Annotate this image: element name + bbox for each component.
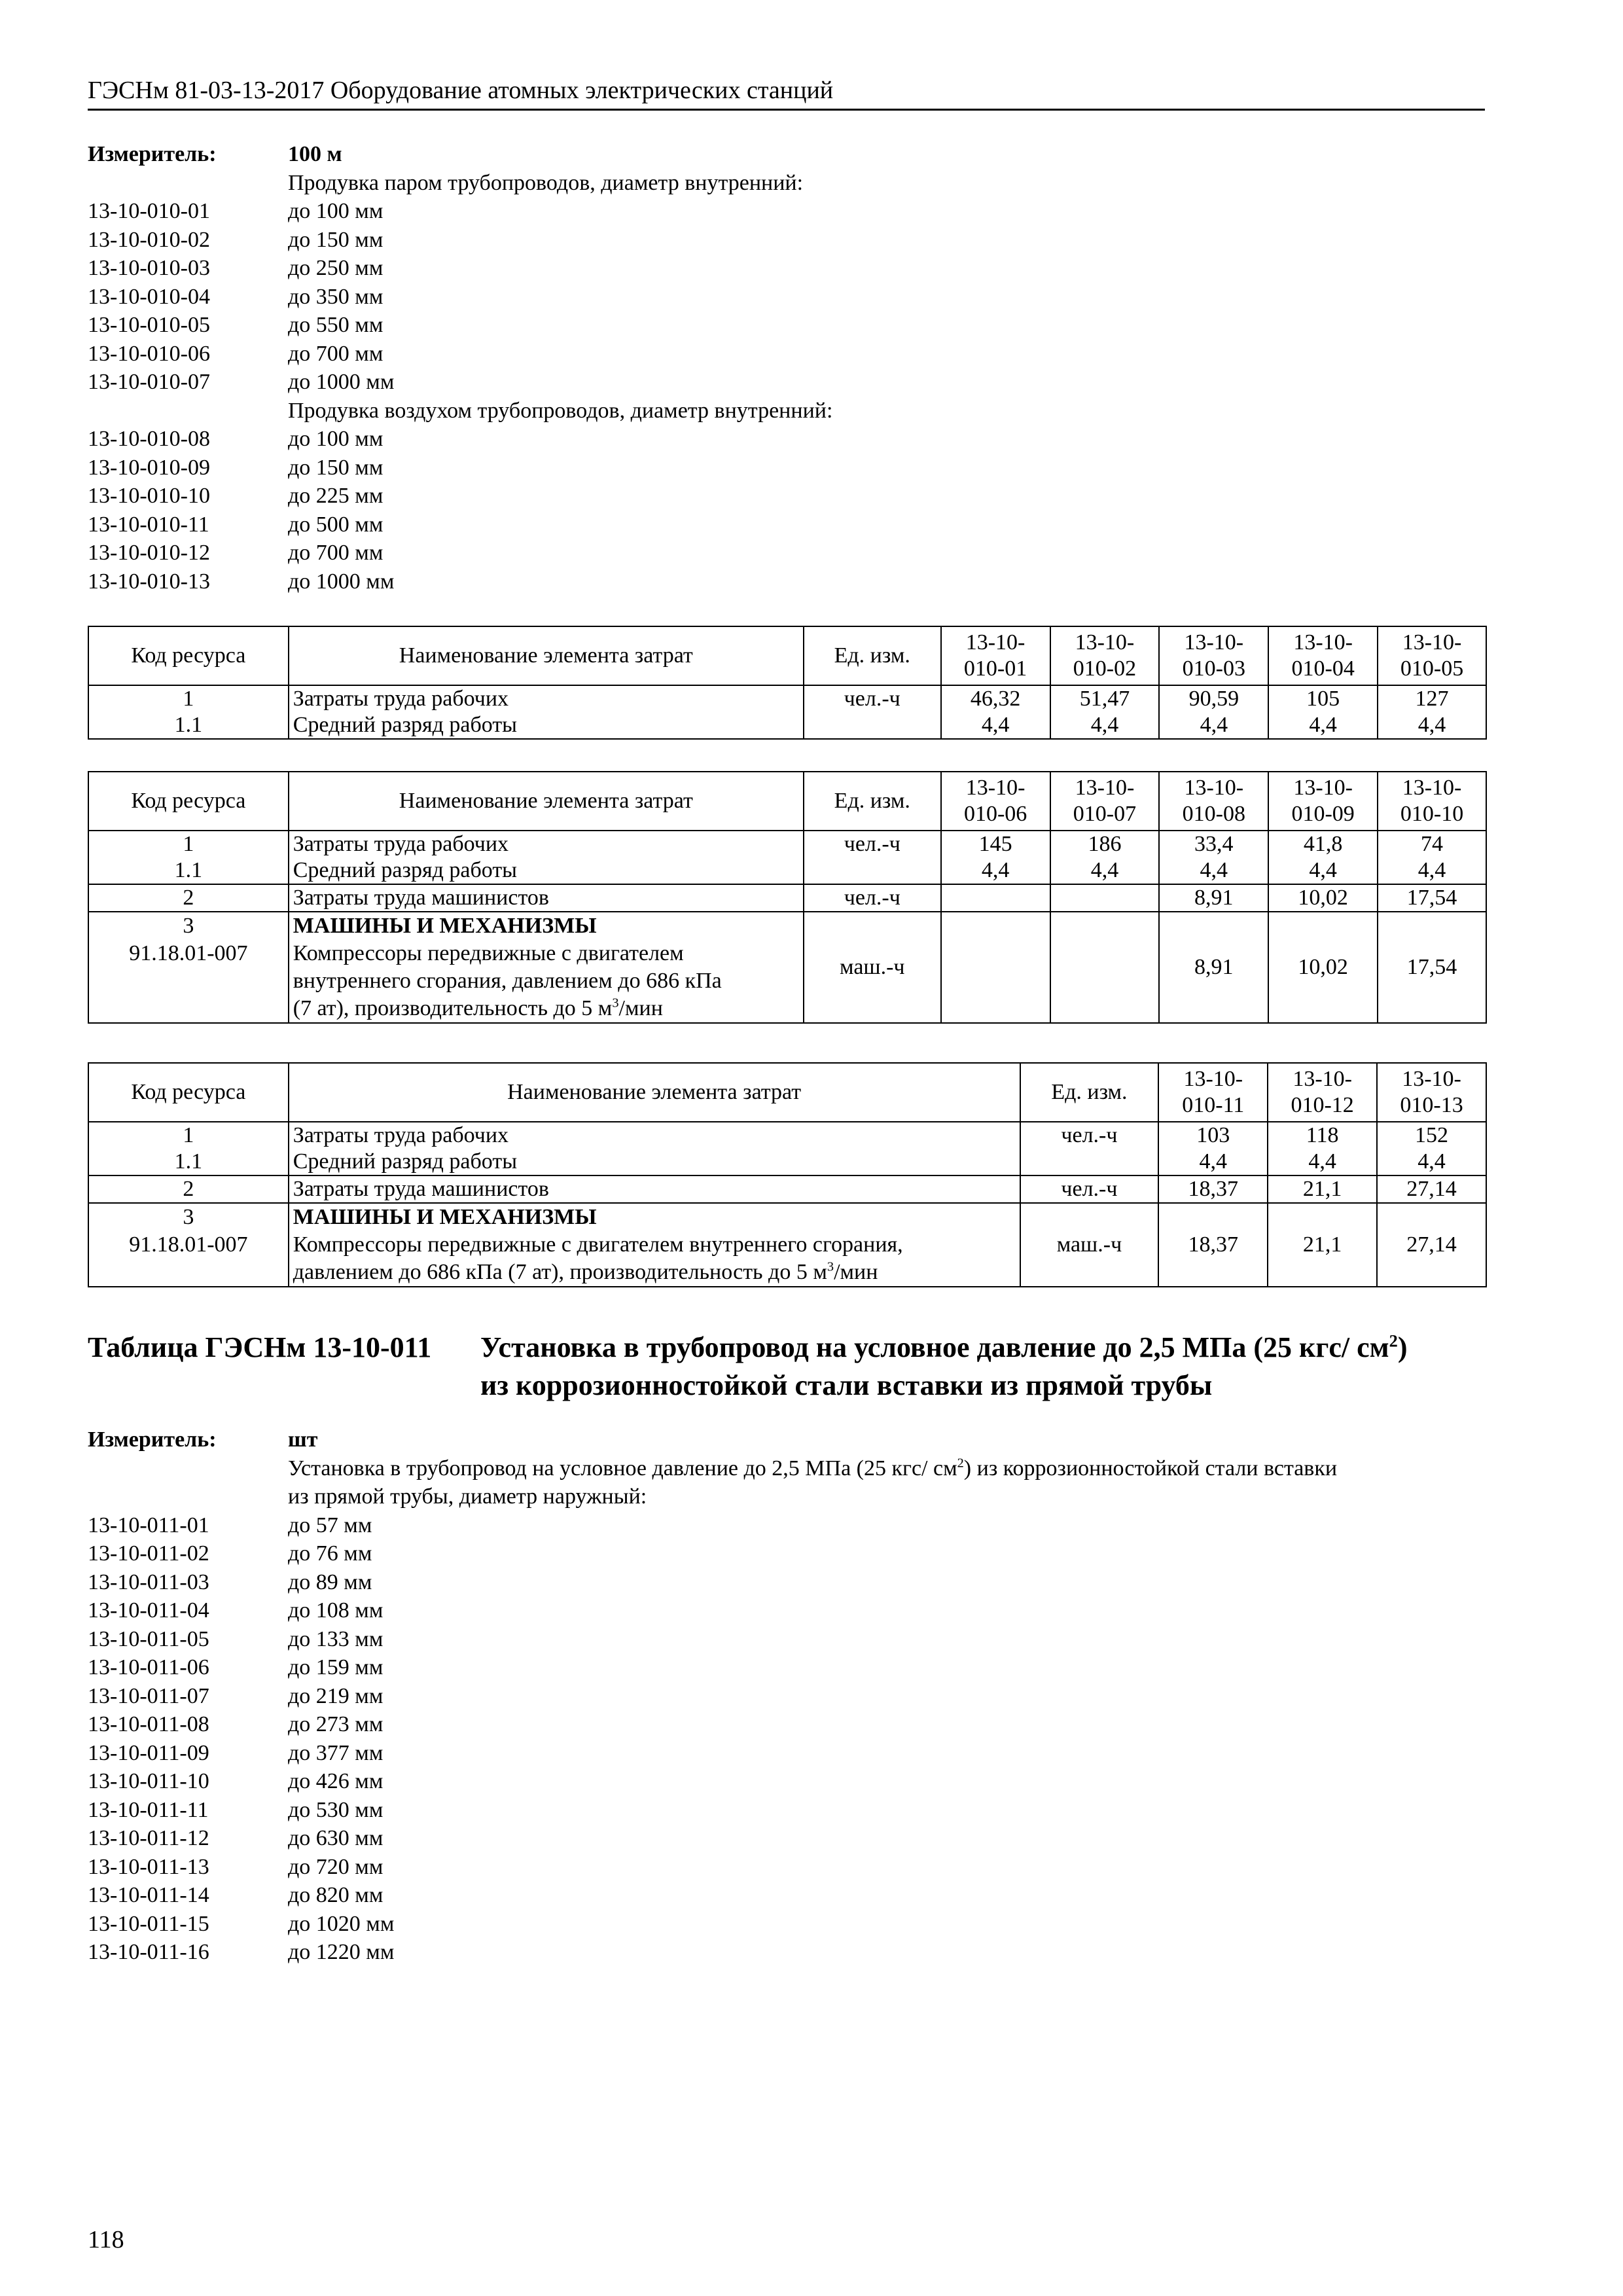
cell-code: 1 (88, 1122, 289, 1149)
cell-code: 2 (88, 884, 289, 912)
list-item (88, 1739, 1337, 1768)
list-item (88, 539, 832, 567)
page-header: ГЭСНм 81-03-13-2017 Оборудование атомных электрических станций (88, 76, 1485, 111)
list-item (88, 1568, 1337, 1597)
cell-unit (804, 712, 941, 739)
cell-value: 4,4 (1159, 712, 1268, 739)
item-code: 13-10-010-03 (88, 256, 210, 280)
col-code: 010-12 (1291, 1093, 1354, 1117)
description-text: ) из коррозионностойкой стали вставки (963, 1456, 1338, 1480)
item-text: до 700 мм (288, 341, 383, 366)
cell-value: 127 (1378, 685, 1486, 712)
cell-value: 4,4 (1050, 857, 1160, 884)
table-row (88, 831, 1486, 857)
col-code: 010-09 (1291, 802, 1355, 826)
cell-value: 4,4 (1378, 712, 1486, 739)
item-text: до 1220 мм (288, 1940, 395, 1964)
item-text: до 150 мм (288, 227, 383, 252)
cell-value: 10,02 (1268, 912, 1378, 1023)
header-name: Наименование элемента затрат (289, 626, 804, 685)
item-code: 13-10-011-10 (88, 1769, 209, 1793)
col-code: 010-07 (1073, 802, 1137, 826)
measure-value: шт (288, 1427, 318, 1452)
table-row (88, 685, 1486, 712)
measure-label: Измеритель: (88, 142, 217, 166)
col-code: 010-02 (1073, 656, 1137, 681)
cell-value: 18,37 (1158, 1203, 1268, 1287)
group-title: Продувка воздухом трубопроводов, диаметр внутренний: (288, 398, 833, 423)
list-item (88, 368, 832, 397)
cell-code: 3 (183, 914, 194, 938)
table-row (88, 857, 1486, 884)
header-code: Код ресурса (88, 772, 289, 831)
cell-unit: чел.-ч (1020, 1122, 1159, 1149)
item-text: до 273 мм (288, 1712, 383, 1736)
list-item (88, 311, 832, 340)
item-text: до 720 мм (288, 1854, 383, 1879)
list-item (88, 1625, 1337, 1654)
cell-value: 18,37 (1158, 1175, 1268, 1203)
item-code: 13-10-011-09 (88, 1740, 209, 1765)
item-text: до 57 мм (288, 1513, 372, 1537)
cell-name: Средний разряд работы (289, 1149, 1020, 1175)
cell-unit: чел.-ч (804, 685, 941, 712)
cell-code: 1 (88, 685, 289, 712)
header-code: Код ресурса (88, 1063, 289, 1122)
item-text: до 100 мм (288, 199, 383, 223)
item-text: до 225 мм (288, 484, 383, 508)
list-item (88, 254, 832, 283)
col-code: 13-10- (1075, 630, 1135, 655)
item-code: 13-10-011-05 (88, 1626, 209, 1651)
cell-unit (804, 857, 941, 884)
cell-value: 8,91 (1159, 884, 1268, 912)
cell-code: 1.1 (88, 1149, 289, 1175)
cell-code: 1.1 (88, 857, 289, 884)
cell-value: 4,4 (941, 857, 1050, 884)
cell-name: внутреннего сгорания, давлением до 686 кПа (293, 969, 722, 993)
description (288, 1454, 1337, 1483)
cell-value: 51,47 (1050, 685, 1160, 712)
list-item (88, 454, 832, 482)
item-code: 13-10-011-12 (88, 1826, 209, 1850)
cell-value: 8,91 (1159, 912, 1268, 1023)
cell-value (941, 912, 1050, 1023)
cell-value: 4,4 (1050, 712, 1160, 739)
cell-value: 90,59 (1159, 685, 1268, 712)
item-code: 13-10-011-13 (88, 1854, 209, 1879)
cell-unit: маш.-ч (804, 912, 941, 1023)
col-code: 13-10- (965, 776, 1026, 800)
cell-value: 4,4 (1377, 1149, 1486, 1175)
list-item (88, 1938, 1337, 1967)
cell-unit: чел.-ч (1020, 1175, 1159, 1203)
superscript: 2 (957, 1456, 964, 1471)
item-code: 13-10-010-11 (88, 512, 209, 537)
item-code: 13-10-010-10 (88, 484, 210, 508)
list-item (88, 1596, 1337, 1625)
item-text: до 1020 мм (288, 1911, 395, 1936)
item-code: 13-10-010-12 (88, 541, 210, 565)
cell-value: 33,4 (1159, 831, 1268, 857)
group-title: Продувка паром трубопроводов, диаметр внутренний: (288, 170, 804, 195)
item-code: 13-10-011-14 (88, 1883, 209, 1907)
col-code: 13-10- (1402, 1067, 1461, 1091)
cell-value: 4,4 (1268, 857, 1378, 884)
item-code: 13-10-011-03 (88, 1570, 209, 1594)
cell-code: 91.18.01-007 (129, 1232, 248, 1257)
section2-list (88, 1426, 1337, 1967)
item-text: до 550 мм (288, 313, 383, 337)
item-code: 13-10-011-02 (88, 1541, 209, 1566)
cell-value: 152 (1377, 1122, 1486, 1149)
cell-value: 4,4 (1378, 857, 1486, 884)
cell-value: 74 (1378, 831, 1486, 857)
cell-value: 4,4 (1158, 1149, 1268, 1175)
cell-value: 21,1 (1268, 1203, 1377, 1287)
col-code: 13-10- (1293, 630, 1353, 655)
item-code: 13-10-011-06 (88, 1655, 209, 1679)
superscript: 3 (827, 1259, 834, 1274)
cell-name: Средний разряд работы (289, 857, 804, 884)
item-code: 13-10-010-09 (88, 455, 210, 480)
item-code: 13-10-010-06 (88, 341, 210, 366)
list-item (88, 226, 832, 255)
col-code: 010-06 (963, 802, 1027, 826)
list-item (88, 1910, 1337, 1939)
list-item (88, 567, 832, 596)
list-item (88, 1767, 1337, 1796)
col-code: 010-08 (1182, 802, 1245, 826)
cell-name: Затраты труда машинистов (289, 884, 804, 912)
item-text: до 530 мм (288, 1797, 383, 1822)
item-code: 13-10-010-04 (88, 284, 210, 309)
item-text: до 500 мм (288, 512, 383, 537)
col-code: 13-10- (1293, 776, 1353, 800)
cell-value: 4,4 (1268, 1149, 1377, 1175)
header-unit: Ед. изм. (1020, 1063, 1159, 1122)
col-code: 13-10- (1402, 630, 1462, 655)
cell-value: 105 (1268, 685, 1378, 712)
table-row (88, 1175, 1486, 1203)
superscript: 3 (612, 996, 619, 1011)
table-title (88, 1329, 1408, 1367)
cell-code: 2 (88, 1175, 289, 1203)
table-title-line2: из коррозионностойкой стали вставки из прямой трубы (480, 1369, 1213, 1401)
cell-name: (7 ат), производительность до 5 м (293, 996, 613, 1020)
item-text: до 100 мм (288, 427, 383, 451)
cell-value (1050, 884, 1160, 912)
item-code: 13-10-011-04 (88, 1598, 209, 1623)
item-code: 13-10-010-05 (88, 313, 210, 337)
cell-name: Затраты труда рабочих (289, 831, 804, 857)
cell-name: давлением до 686 кПа (7 ат), производительность до 5 м (293, 1260, 827, 1284)
col-code: 13-10- (1183, 1067, 1243, 1091)
cell-value: 41,8 (1268, 831, 1378, 857)
item-code: 13-10-011-16 (88, 1940, 209, 1964)
col-code: 13-10- (1293, 1067, 1352, 1091)
list-item (88, 1796, 1337, 1825)
item-text: до 1000 мм (288, 569, 395, 594)
cell-name: Затраты труда рабочих (289, 1122, 1020, 1149)
list-item (88, 340, 832, 368)
header-name: Наименование элемента затрат (289, 772, 804, 831)
cell-unit: чел.-ч (804, 884, 941, 912)
col-code: 13-10- (1075, 776, 1135, 800)
cell-unit (1020, 1149, 1159, 1175)
superscript: 2 (1389, 1331, 1398, 1351)
description-line2: из прямой трубы, диаметр наружный: (288, 1484, 647, 1509)
cell-value: 17,54 (1378, 912, 1486, 1023)
list-item (88, 425, 832, 454)
cell-code: 3 (183, 1205, 194, 1229)
cell-value: 17,54 (1378, 884, 1486, 912)
list-item (88, 1653, 1337, 1682)
col-code: 13-10- (1184, 630, 1244, 655)
col-code: 010-10 (1400, 802, 1464, 826)
item-code: 13-10-010-02 (88, 227, 210, 252)
cell-code: 1 (88, 831, 289, 857)
cell-value: 4,4 (941, 712, 1050, 739)
col-code: 010-05 (1400, 656, 1464, 681)
item-code: 13-10-011-15 (88, 1911, 209, 1936)
item-code: 13-10-010-07 (88, 370, 210, 394)
cell-value: 10,02 (1268, 884, 1378, 912)
item-text: до 219 мм (288, 1683, 383, 1708)
cell-name: Средний разряд работы (289, 712, 804, 739)
item-code: 13-10-011-11 (88, 1797, 209, 1822)
list-item (88, 197, 832, 226)
item-code: 13-10-011-08 (88, 1712, 209, 1736)
list-item (88, 511, 832, 539)
cell-value: 4,4 (1268, 712, 1378, 739)
table-number: Таблица ГЭСНм 13-10-011 (88, 1331, 432, 1363)
list-item (88, 1710, 1337, 1739)
header-unit: Ед. изм. (804, 772, 941, 831)
table-row-machines (88, 912, 1486, 1023)
item-text: до 820 мм (288, 1883, 383, 1907)
item-text: до 630 мм (288, 1826, 383, 1850)
col-code: 13-10- (965, 630, 1026, 655)
item-text: до 133 мм (288, 1626, 383, 1651)
col-code: 010-04 (1291, 656, 1355, 681)
item-code: 13-10-011-01 (88, 1513, 209, 1537)
cell-value: 103 (1158, 1122, 1268, 1149)
table-title-line1: Установка в трубопровод на условное давление до 2,5 МПа (25 кгс/ см (480, 1331, 1389, 1363)
item-text: до 250 мм (288, 256, 383, 280)
header-name: Наименование элемента затрат (289, 1063, 1020, 1122)
cell-name: /мин (618, 996, 663, 1020)
item-code: 13-10-010-08 (88, 427, 210, 451)
item-text: до 108 мм (288, 1598, 383, 1623)
header-unit: Ед. изм. (804, 626, 941, 685)
table-row-machines (88, 1203, 1486, 1287)
item-text: до 150 мм (288, 455, 383, 480)
item-text: до 1000 мм (288, 370, 395, 394)
col-code: 010-01 (963, 656, 1027, 681)
table-title-line1-end: ) (1397, 1331, 1408, 1363)
measure-value: 100 м (288, 142, 342, 166)
cell-value (941, 884, 1050, 912)
machines-title: МАШИНЫ И МЕХАНИЗМЫ (293, 1205, 597, 1229)
cell-code: 1.1 (88, 712, 289, 739)
cell-code: 91.18.01-007 (129, 941, 248, 965)
item-text: до 76 мм (288, 1541, 372, 1566)
cell-name: Компрессоры передвижные с двигателем внутреннего сгорания, (293, 1232, 903, 1257)
header-code: Код ресурса (88, 626, 289, 685)
list-item (88, 1539, 1337, 1568)
resource-table-3 (88, 1062, 1487, 1287)
list-item (88, 1881, 1337, 1910)
cell-value: 21,1 (1268, 1175, 1377, 1203)
page-number: 118 (88, 2226, 124, 2253)
machines-title: МАШИНЫ И МЕХАНИЗМЫ (293, 914, 597, 938)
cell-value: 145 (941, 831, 1050, 857)
item-text: до 350 мм (288, 284, 383, 309)
list-item (88, 1511, 1337, 1540)
col-code: 010-13 (1400, 1093, 1463, 1117)
item-text: до 377 мм (288, 1740, 383, 1765)
list-item (88, 482, 832, 511)
cell-value: 46,32 (941, 685, 1050, 712)
resource-table-1 (88, 626, 1487, 740)
item-code: 13-10-011-07 (88, 1683, 209, 1708)
cell-unit: маш.-ч (1020, 1203, 1159, 1287)
cell-name: Затраты труда рабочих (289, 685, 804, 712)
cell-value: 27,14 (1377, 1203, 1486, 1287)
list-item (88, 283, 832, 312)
description-text: Установка в трубопровод на условное давление до 2,5 МПа (25 кгс/ см (288, 1456, 957, 1480)
resource-table-2 (88, 771, 1487, 1024)
list-item (88, 1824, 1337, 1853)
item-text: до 159 мм (288, 1655, 383, 1679)
col-code: 13-10- (1402, 776, 1462, 800)
cell-name: /мин (834, 1260, 878, 1284)
item-text: до 426 мм (288, 1769, 383, 1793)
table-row (88, 884, 1486, 912)
cell-value: 4,4 (1159, 857, 1268, 884)
col-code: 13-10- (1184, 776, 1244, 800)
list-item (88, 1682, 1337, 1711)
col-code: 010-11 (1182, 1093, 1245, 1117)
item-text: до 700 мм (288, 541, 383, 565)
cell-value: 27,14 (1377, 1175, 1486, 1203)
table-row (88, 1149, 1486, 1175)
cell-name: Затраты труда машинистов (289, 1175, 1020, 1203)
col-code: 010-03 (1182, 656, 1245, 681)
cell-unit: чел.-ч (804, 831, 941, 857)
table-row (88, 1122, 1486, 1149)
item-text: до 89 мм (288, 1570, 372, 1594)
cell-value: 186 (1050, 831, 1160, 857)
cell-value: 118 (1268, 1122, 1377, 1149)
cell-name: Компрессоры передвижные с двигателем (293, 941, 684, 965)
list-item (88, 1853, 1337, 1882)
table-row (88, 712, 1486, 739)
item-code: 13-10-010-01 (88, 199, 210, 223)
item-code: 13-10-010-13 (88, 569, 210, 594)
cell-value (1050, 912, 1160, 1023)
measure-label: Измеритель: (88, 1427, 217, 1452)
section1-list (88, 140, 832, 596)
